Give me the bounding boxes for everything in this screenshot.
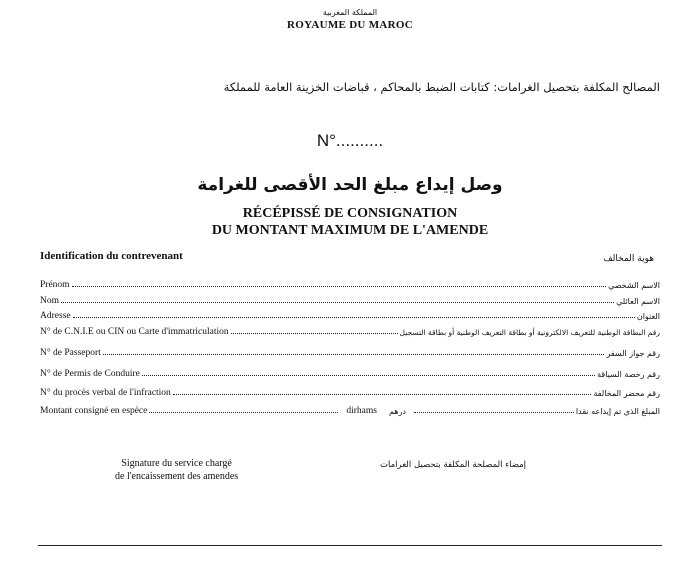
title-french-line-1: RÉCÉPISSÉ DE CONSIGNATION <box>242 206 458 221</box>
identification-heading-french: Identification du contrevenant <box>40 250 183 262</box>
kingdom-name-arabic: المملكة المغربية <box>322 8 378 17</box>
fill-line[interactable] <box>103 354 605 355</box>
field-label-arabic: رقم البطاقة الوطنية للتعريف الالكترونية أو بطاقة التعريف الوطنية أو بطاقة التسجيل <box>399 328 660 337</box>
field-label-arabic: رقم جواز السفر <box>606 349 660 358</box>
amount-label-french: Montant consigné en espèce <box>40 406 148 416</box>
signature-service-french <box>115 457 238 483</box>
field-label-french: Prénom <box>40 280 70 290</box>
signature-line-2: de l'encaissement des amendes <box>115 471 239 482</box>
field-label-french: N° du procès verbal de l'infraction <box>40 388 171 398</box>
field-label-arabic: رقم رخصة السياقة <box>597 370 660 379</box>
receipt-number: N°.......... <box>316 131 384 150</box>
amount-fill-line-arabic[interactable] <box>414 412 574 413</box>
fill-line[interactable] <box>72 286 607 287</box>
bottom-divider <box>38 545 662 546</box>
title-arabic: وصل إيداع مبلغ الحد الأقصى للغرامة <box>197 175 503 195</box>
kingdom-name-french: ROYAUME DU MAROC <box>287 19 413 31</box>
field-first-name[interactable] <box>40 276 660 290</box>
field-label-arabic: الاسم الشخصي <box>608 281 660 290</box>
fill-line[interactable] <box>61 302 614 303</box>
fill-line[interactable] <box>73 317 635 318</box>
field-label-arabic: رقم محضر المخالفة <box>593 389 660 398</box>
field-label-arabic: العنوان <box>636 312 660 321</box>
field-infraction-report-number[interactable] <box>40 384 660 398</box>
field-label-french: Adresse <box>40 311 71 321</box>
responsible-services: المصالح المكلفة بتحصيل الغرامات: كتابات الضبط بالمحاكم ، قباضات الخزينة العامة للمملكة <box>223 80 660 94</box>
field-label-french: N° de Permis de Conduire <box>40 369 140 379</box>
amount-label-arabic: المبلغ الذي تم إيداعه نقدا <box>575 407 660 416</box>
field-id-card-number[interactable] <box>40 323 660 337</box>
identification-heading-arabic: هوية المخالف <box>603 254 654 264</box>
field-label-french: N° de C.N.I.E ou CIN ou Carte d'immatriculation <box>40 327 229 337</box>
field-label-french: Nom <box>40 296 59 306</box>
currency-dirhams: dirhams <box>346 406 377 416</box>
title-french-line-2: DU MONTANT MAXIMUM DE L'AMENDE <box>211 223 489 238</box>
field-driving-license-number[interactable] <box>40 365 660 379</box>
signature-service-arabic: إمضاء المصلحة المكلفة بتحصيل الغرامات <box>380 460 527 470</box>
field-last-name[interactable] <box>40 292 660 306</box>
currency-dirham-arabic: درهم <box>388 407 406 416</box>
signature-line-1: Signature du service chargé <box>121 458 232 469</box>
fill-line[interactable] <box>142 375 595 376</box>
field-address[interactable] <box>40 307 660 321</box>
field-amount-consigned[interactable] <box>40 402 660 416</box>
field-passport-number[interactable] <box>40 344 660 358</box>
amount-fill-line[interactable] <box>149 412 338 413</box>
fill-line[interactable] <box>231 333 398 334</box>
field-label-french: N° de Passeport <box>40 348 101 358</box>
fill-line[interactable] <box>173 394 592 395</box>
field-label-arabic: الاسم العائلي <box>616 297 660 306</box>
